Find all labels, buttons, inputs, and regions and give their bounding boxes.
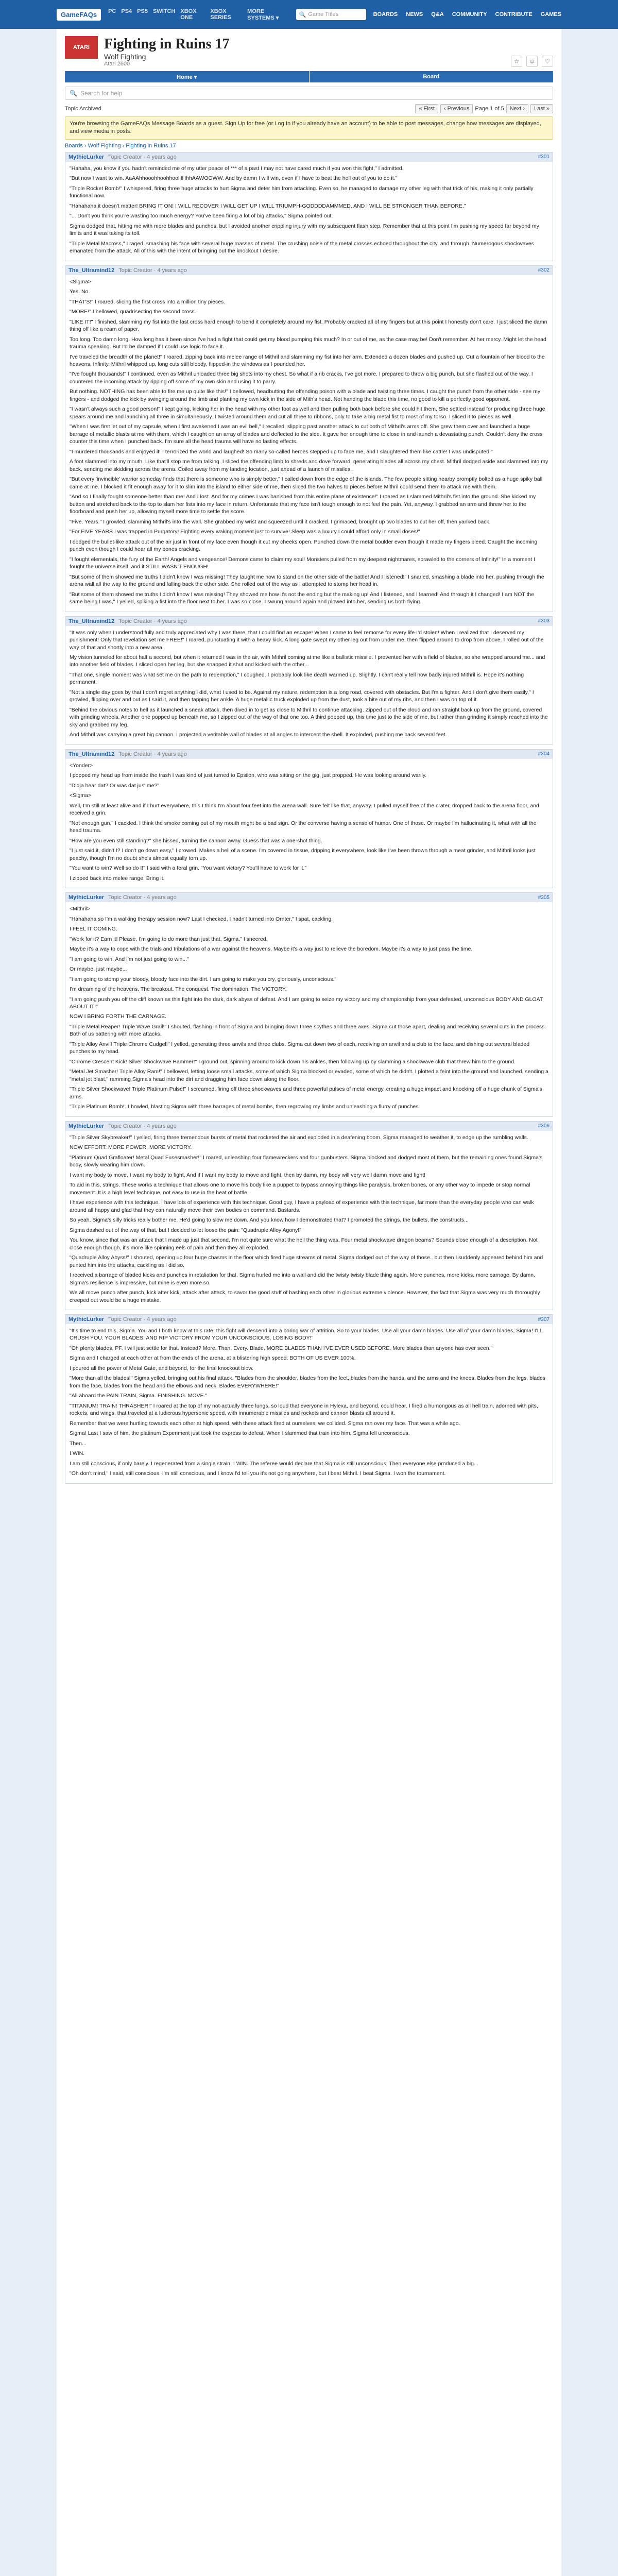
nav-link[interactable]: CONTRIBUTE [495,11,533,18]
nav-link[interactable]: GAMES [540,11,561,18]
post-paragraph: "All aboard the PAIN TRAIN, Sigma. FINISHING. MOVE." [70,1393,208,1399]
post-paragraph: "Triple Platinum Bomb!" I howled, blasting Sigma with three barrages of metal bombs, then regrowing my limbs and unleashing a flurry of punches. [70,1104,420,1110]
post-paragraph: Too long. Too damn long. How long has it been since I've had a fight that could get my blood pumping this much? In or out of me, as the case may be! Don't remember. At her mercy. Might let the head trauma speaking. But I'd be damned if I could use logic to face it. [70,336,546,350]
post-paragraph: "Metal Jet Smasher! Triple Alloy Ram!" I bellowed, letting loose small attacks, some of which Sigma blocked or evaded, some of which he didn't. I plotted a feint into the ground and launched, sending a "metal jet blast," ramming Sigma's head into the dirt and dragging him face down along the floor. [70,1069,548,1082]
post-author[interactable]: MythicLurker [68,154,105,160]
post-list [65,152,553,1484]
post-header [65,1122,553,1131]
post-number[interactable]: #307 [538,1316,550,1323]
post-paragraph: "Chrome Crescent Kick! Silver Shockwave Hammer!" I ground out, spinning around to kick down his ankles, then following up by slamming a shockwave club that threw him to the ground. [70,1058,516,1065]
post-meta: Topic Creator · 4 years ago [108,154,177,160]
post-paragraph: "Triple Metal Reaper! Triple Wave Grail!" I shouted, flashing in front of Sigma and bringing down three scythes and three axes. Sigma cut those apart, dealing and receiving several cuts in the process. Both of us battering with more attacks. [70,1023,546,1038]
post-paragraph: "I am going to win. And I'm not just going to win..." [70,956,189,962]
post-paragraph: <Mithril> [70,906,91,912]
post-paragraph: "Oh plenty blades, PF. I will just settle for that. Instead? More. Than. Every. Blade. MORE BLADES THAN I'VE EVER USED BEFORE. More blades than anyone has ever seen." [70,1345,493,1351]
platform-link[interactable]: PS4 [121,8,132,14]
post-paragraph: "MORE!" I bellowed, quadrisecting the second cross. [70,309,196,315]
post-paragraph: I poured all the power of Metal Gate, and beyond, for the final knockout blow. [70,1365,254,1371]
header-actions [511,56,553,67]
site-header [0,0,618,29]
post-paragraph: I popped my head up from inside the trash I was kind of just turned to Epsilon, who was sitting on the gig, just propped. He was looking around warily. [70,772,427,779]
post-paragraph: "Platinum Quad Grafloater! Metal Quad Fusesmasher!" I roared, unleashing four flamewreckers and four gunbusters. Sigma blocked and dodged most of them, but the remaining ones found Sigma's body, slowly wearing him down. [70,1154,543,1168]
post-paragraph: I zipped back into melee range. Bring it. [70,875,165,882]
post-paragraph: "It was only when I understood fully and truly appreciated why I was there, that I could find an escape! When I came to feel remorse for every life I'd stolen! When I realized that I deserved my punishment! Only that revelation set me FREE!" I roared, punctuating it with a heavy kick. A long gate swept my other leg out from under me, then flipped around to drop from above. I rolled out of the way of that and shortly into a new area. [70,629,544,651]
post-paragraph: Or maybe, just maybe... [70,966,127,973]
post-paragraph: Sigma dashed out of the way of that, but I decided to let loose the pain: "Quadruple Alloy Agony!" [70,1227,301,1233]
post-paragraph: "Work for it? Earn it! Please, I'm going to do more than just that, Sigma," I sneered. [70,936,268,942]
game-platform: Atari 2600 [104,61,130,67]
post-paragraph: "I've fought thousands!" I continued, even as Mithril unloaded three big shots into my chest. So what if a rib cracks, I've got more. I prepared to throw a big punch, but she flashed out of the way. I countered the incoming attack by ripping off some of my own skin and using it to parry. [70,371,533,385]
post-paragraph: "I wasn't always such a good person!" I kept going, kicking her in the head with my other foot as well and then pulling both back before she could hit them. She settled instead for producing three huge spears around me and launching all three in simultaneously. I twisted around them and cut all three to ribbons, only to take a big metal fist to most of my torso. I sliced it to pieces as well. [70,406,545,420]
board-search-input[interactable]: 🔍 Search for help [65,87,553,100]
post-paragraph: "Not enough gun," I cackled. I think the smoke coming out of my mouth might be a bad sign. Or the converse having a sense of humor. One of those. Or maybe I'm hallucinating it, what with all the head trauma. [70,820,537,834]
platform-link[interactable]: XBOX SERIES [210,8,231,21]
post-meta: Topic Creator · 4 years ago [118,751,187,757]
search-icon: 🔍 [299,11,306,18]
post-paragraph: "Behind the obvious notes to hell as it launched a sneak attack, then dived in to get as close to Mithril to continue attacking. Zipped out of the cloud and ran straight back up from the ground, covered with grinding wheels. Another one popped up beneath me, so I zipped out of the way of that one too. A third popped up, this time just to the side of me, but rather than grinding it simply reached into the sky and grabbed my leg. [70,706,548,728]
tab-home[interactable]: Home ▾ [65,71,309,82]
forum-post [65,152,553,261]
post-paragraph: "More than all the blades!" Sigma yelled, bringing out his final attack. "Blades from the shoulder, blades from the feet, blades from the hands, and the arms and the knees. Blades from the legs, blades from the face, blades from the head and the elbows and neck. Blades EVERYWHERE!" [70,1375,546,1389]
page-title: Fighting in Ruins 17 [104,36,230,52]
post-number[interactable]: #305 [538,894,550,901]
post-header [65,152,553,162]
post-author[interactable]: The_Ultramind12 [68,751,115,757]
post-number[interactable]: #304 [538,751,550,757]
post-paragraph: Yes. No. [70,289,90,295]
last-page-button[interactable]: Last » [530,104,553,113]
post-paragraph: "Hahahaha it doesn't matter! BRING IT ON! I WILL RECOVER I WILL GET UP I WILL TRIUMPH-GODDDDAMMMED. AND I WILL BE STRONGER THAN BEFORE." [70,202,466,209]
pagination-top [65,104,553,113]
post-paragraph: A foot slammed into my mouth. Like that'll stop me from talking. I sliced the offending limb to shreds and dove forward, generating blades all across my chest. Mithril dodged aside and slammed into my back, sending me skidding across the arena. Coiled away from my landing location, just ahead of a launch of missiles. [70,459,548,472]
post-paragraph: "That one, single moment was what set me on the path to redemption," I coughed. I probably look like death warmed up. Slightly. I can't really tell how badly injured Mithril is. Hope it's nothing permanent. [70,671,524,686]
post-meta: Topic Creator · 4 years ago [108,1123,177,1129]
post-paragraph: I want my body to move. I want my body to fight. And if I want my body to move and fight, then by damn, my body will very well damn move and fight! [70,1172,425,1178]
forum-post [65,1314,553,1484]
post-paragraph: "Triple Metal Macross," I raged, smashing his face with several huge masses of metal. The crushing noise of the metal crosses echoed throughout the city, and through. Numerogous shockwaves emanated from the attack. All of this with the intent of bringing out the knockout I desire. [70,240,534,255]
post-paragraph: Sigma! Last I saw of him, the platinum Experiment just took the express to defeat. When I slammed that train into him, Sigma fell unconscious. [70,1430,410,1437]
post-meta: Topic Creator · 4 years ago [108,894,177,901]
forum-post [65,616,553,745]
heart-icon[interactable]: ♡ [542,56,553,67]
post-paragraph: And Mithril was carrying a great big cannon. I projected a veritable wall of blades at all angles to intercept the shell. It exploded, pushing me back several feet. [70,732,447,738]
post-body [65,162,553,261]
post-body [65,759,553,888]
platform-link[interactable]: PS5 [137,8,148,14]
post-body [65,1324,553,1483]
post-paragraph: Sigma and I charged at each other at from the ends of the arena, at a blistering high speed. BOTH OF US EVER 100%. [70,1355,356,1362]
post-paragraph: "LIKE IT!" I finished, slamming my fist into the last cross hard enough to bend it completely around my fist. Probably cracked all of my fingers but at this point I honestly don't care. I just sliced the damn thing off like a ream of paper. [70,318,547,333]
post-paragraph: "... Don't you think you're wasting too much energy? You've been firing a lot of big attacks," Sigma pointed out. [70,213,333,219]
post-body [65,902,553,1116]
post-paragraph: "Triple Alloy Anvil! Triple Chrome Cudgel!" I yelled, generating three anvils and three clubs. Sigma cut down two of each, receiving an anvil and a club to the face, and dishing out several bladed punches to my head. [70,1041,530,1055]
tab-board[interactable]: Board [309,71,554,82]
post-paragraph: "Oh don't mind," I said, still conscious. I'm still conscious, and I know I'd tell you it's not going anywhere, but I beat Mithril. I beat Sigma. I won the tournament. [70,1470,446,1477]
board-tabs [65,71,553,82]
post-paragraph: "Five. Years." I growled, slamming Mithril's into the wall. She grabbed my wrist and squeezed until it cracked. I grimaced, brought up two blades to cut her off, then yanked back. [70,518,491,525]
post-paragraph: To aid in this, strings. These works a technique that allows one to move his body like a puppet to bypass annoying things like paralysis, broken bones, or any other way to impede or stop normal movement. It is a high level technique, not easy to use in the heat of battle. [70,1182,530,1196]
bookmark-icon[interactable]: ☆ [511,56,522,67]
topic-status: Topic Archived [65,106,101,112]
post-paragraph: "Triple Rocket Bomb!" I whispered, firing three huge attacks to hurt Sigma and deter him from attacking. Even so, he managed to damage my other leg with that trick of his, making it only partially functional now. [70,185,534,199]
site-search-input[interactable]: 🔍 Game Titles [296,9,366,20]
post-paragraph: But nothing. NOTHING has been able to fire me up quite like this!" I bellowed, headbutting the offending poison with a blade and twisting three times. I caught the punch from the other side - see my fingers - and dodged the kick by swinging around the limb and planting my own kick in the side of Mith's head. Not handing the blade this time, no good to kill a perfectly good opponent. [70,388,541,402]
post-paragraph: "But every 'invincible' warrior someday finds that there is someone who is simply better," I called down from the edge of the islands. The few people sitting nearby promptly bolted as a huge spiky ball came at me. I blocked it fit enough away for it to slim into the island to either side of me, then sliced the two halves to pieces before Mithril could send them to attack me with them. [70,476,543,490]
post-paragraph: Sigma dodged that, hitting me with more blades and punches, but I avoided another crippling injury with my subsequent flash step. Remember that at this point I'm pushing my speed far beyond my limits and it was taking its toll. [70,223,539,237]
game-header [65,33,553,71]
post-author[interactable]: The_Ultramind12 [68,267,115,274]
post-paragraph: NOW EFFORT. MORE POWER. MORE VICTORY. [70,1144,192,1151]
post-paragraph: Maybe it's a way to cope with the trials and tribulations of a war against the heavens. Maybe it's a way just to relieve the boredom. Maybe it's a way to just pass the time. [70,946,473,953]
post-header [65,893,553,902]
forum-post [65,265,553,612]
post-header [65,617,553,626]
post-header [65,750,553,759]
main-nav [373,11,561,18]
post-author[interactable]: The_Ultramind12 [68,618,115,624]
platform-link[interactable]: SWITCH [152,8,176,14]
post-paragraph: <Yonder> [70,762,93,769]
post-paragraph: "But now I want to win. AaAAhhooohhoohhooHHhhAAWOOWW. And by damn I will win, even if I have to beat the hell out of you to do it." [70,175,398,182]
post-paragraph: I received a barrage of bladed kicks and punches in retaliation for that. Sigma hurled me into a wall and did the twisty twisty blade thing again. More punches, more kicks, more carnage. By damn, Sigma's resilience is impressive, but mine is even more so. [70,1272,536,1286]
post-paragraph: "And so I finally fought someone better than me! And I lost. And for my crimes I was banished from this entire plane of existence!" I roared as I slammed Mithril's fist into the ground. She kicked my button and stretched back to the top to slam her fists into my face in return. Unfortunate that my face isn't tough enough to not feel the pain. Yet, anyway. I grabbed an arm and threw her to the floorboard and push her up, allowing myself more time to settle the score. [70,494,536,515]
post-paragraph: "When I was first let out of my capsule, when I first awakened I was an evil bell," I recalled, slipping past another attack to cut both of Mithril's arms off. She grew them over and launched a huge barrage of metallic blasts at me with them, which I caught on an array of blades and deflected to the side. It gave her enough time to close in and launch a devastating punch. Couldn't deny the cross counter this time when I punched back. I'm sure all the head trauma will have no lasting effects. [70,423,543,445]
forum-post [65,892,553,1117]
post-paragraph: We all move punch after punch, kick after kick, attack after attack, to savor the good stuff of bashing each other in glorious extreme violence. However, the fact that Sigma was very much thoroughly creeped out would be a huge mistake. [70,1290,540,1303]
post-paragraph: "THAT'S!" I roared, slicing the first cross into a million tiny pieces. [70,298,226,305]
post-paragraph: "I fought elementals, the fury of the Earth! Angels and vengeance! Demons came to claim my soul! Monsters pulled from my deepest nightmares, sprawled to the corners of Infinity!" In a moment I fought the universe itself, and it STILL WASN'T ENOUGH! [70,556,535,570]
post-meta: Topic Creator · 4 years ago [118,618,187,624]
post-paragraph: "But some of them showed me truths I didn't know I was missing! They showed me how it's not the ending but the making up! And I listened, and I learned! And through it I changed! I am NOT the same being I was," I yelled, spiking a fist into the floor next to her. I was so close. I swung around again and plowed into her, sending us both flying. [70,591,535,605]
nav-link[interactable]: Q&A [431,11,444,18]
forum-post [65,1121,553,1310]
post-paragraph: "Not a single day goes by that I don't regret anything I did, what I used to be. Against my nature, redemption is a long road, covered with obstacles. But I'm a fighter. And I don't give them easily," I growled, flipping over and out as I said it, and then tapping her ankle. A huge metallic truck exploded up from the dust, took a bite out of my ribs, and then I was on top of it. [70,689,534,703]
search-icon: 🔍 [70,90,77,97]
post-paragraph: "TITANIUM! TRAIN! THRASHER!" I roared at the top of my not-actually three lungs, so loud that everyone in Hylexa, and beyond, could hear. I fired a humongous as all hell train, adorned with pits, rockets, and wings, that traveled at a ludicrous hypersonic speed, with innumerable missiles and rockets and cannon blasts all around it. [70,1402,538,1417]
post-paragraph: "I murdered thousands and enjoyed it! I terrorized the world and laughed! So many so-called heroes stepped up to face me, and I slaughtered them like cattle! I was undisputed!" [70,448,493,455]
post-header [65,266,553,275]
next-page-button[interactable]: Next › [506,104,528,113]
page-content [57,29,561,2576]
platform-link[interactable]: PC [108,8,116,14]
user-icon[interactable]: ☺ [526,56,538,67]
post-paragraph: "Triple Silver Skybreaker!" I yelled, firing three tremendous bursts of metal that rocketed the air and exploded in a deafening boom. Sigma managed to weather it, to edge up the rumbling walls. [70,1134,528,1141]
post-number[interactable]: #301 [538,154,550,160]
post-paragraph: I've traveled the breadth of the planet!" I roared, zipping back into melee range of Mithril and slamming my fist into her arm. Extended a dozen blades and pushed up. Cut a fountain of her blood to the heavens. Infinity. Mithril whipped up, long cuts still bloody, flipped-in the windows as I pounded her. [70,353,545,367]
nav-link[interactable]: COMMUNITY [452,11,487,18]
post-paragraph: Remember that we were hurtling towards each other at high speed, with these attack fired at ourselves, we collided. Sigma ran over my face. That was a while ago. [70,1420,460,1427]
forum-post [65,749,553,888]
post-paragraph: I WIN. [70,1450,85,1457]
post-paragraph: You know, since that was an attack that I made up just that second, I'm not quite sure what the hell the thing was. Four metal shockwave dragon beams? Sounds close enough of a description. Not close enough though, it's more like spinning eels of pain and then they all exploded. [70,1237,538,1251]
post-number[interactable]: #306 [538,1123,550,1129]
post-paragraph: "How are you even still standing?" she hissed, turning the cannon away. Guess that was a one-shot thing. [70,837,322,844]
nav-link[interactable]: BOARDS [373,11,398,18]
site-logo[interactable]: GameFAQs [57,9,101,21]
platform-link[interactable]: MORE SYSTEMS ▾ [247,8,279,21]
post-paragraph: I am still conscious, if only barely. I regenerated from a single strain. I WIN. The referee would declare that Sigma is still unconscious. Then everyone else produced a big... [70,1460,478,1467]
post-paragraph: "Quadruple Alloy Abyss!" I shouted, opening up four huge chasms in the floor which fired huge streams of metal. Sigma dodged out of the way of those.. but then I suddenly appeared behind him and punted him into the attacks, cackling as I did so. [70,1255,543,1268]
post-number[interactable]: #303 [538,618,550,624]
post-paragraph: "For FIVE YEARS I was trapped in Purgatory! Fighting every waking moment just to survive! Sleep was a luxury I could afford only in small doses!" [70,529,420,535]
guest-notice: You're browsing the GameFAQs Message Boards as a guest. Sign Up for free (or Log In if you already have an account) to be able to post messages, change how messages are displayed, and view media in posts. [65,116,553,140]
post-meta: Topic Creator · 4 years ago [108,1316,177,1323]
post-paragraph: I FEEL IT COMING. [70,926,117,933]
post-author[interactable]: MythicLurker [68,1123,105,1129]
post-paragraph: "It's time to end this, Sigma. You and I both know at this rate, this fight will descend into a boring war of attrition. So to your blades. Use all your damn blades. Use all of your damn blades, Sigma! I'LL CRUSH YOU. YOUR BLADES. AND RIP VICTORY FROM YOUR UNCONSCIOUS, LOSING BODY!" [70,1328,543,1342]
post-paragraph: So yeah, Sigma's silly tricks really bother me. He'd going to slow me down. And you know how I demonstrated that? I promoted the strings, the bullets, the constructs... [70,1217,469,1224]
post-paragraph: <Sigma> [70,278,92,285]
post-paragraph: Then... [70,1440,87,1447]
post-paragraph: My vision tunneled for about half a second, but when it returned I was in the air, with Mithril coming at me like a ballistic missile. I prevented her with a field of blades, so she wrapped around me... and into another field of blades. I sliced open her leg, but she snapped it shut and kicked with the other... [70,654,545,668]
post-paragraph: I'm dreaming of the heavens. The breakout. The conquest. The domination. The VICTORY. [70,986,287,993]
post-paragraph: "I am going push you off the cliff known as this fight into the dark, dark abyss of defeat. And I am going to seize my victory and my championship from your defeated, unconscious BODY AND GLOAT ABOUT IT!" [70,996,543,1010]
post-author[interactable]: MythicLurker [68,894,105,901]
post-paragraph: "You want to win? Well so do I!" I said with a feral grin. "You want victory? You'll have to work for it." [70,865,307,872]
post-header [65,1315,553,1324]
post-paragraph: "Hahaha, you know if you hadn't reminded me of my utter peace of *** of a past I may not have cared much if you won this fight," I admitted. [70,165,404,172]
post-paragraph: Well, I'm still at least alive and if I hurt everywhere, this I think I'm about four feet into the arena wall. Sure felt like that, anyway. I pulled myself free of the crater, dropped back to the arena floor, and received a grin. [70,802,539,817]
post-paragraph: "But some of them showed me truths I didn't know I was missing! They taught me how to stand on the other side of the battle! And I listened!" I snarled, smashing a blade into her, pushing through the arena wall all the way to the ground and falling back the other side. She rolled out of the way as I attempted to stomp her head in. [70,573,544,588]
breadcrumb[interactable]: Boards › Wolf Fighting › Fighting in Ruins 17 [65,142,176,149]
post-paragraph: "I am going to stomp your bloody, bloody face into the dirt. I am going to make you cry, gloriously, unconscious." [70,976,337,982]
post-paragraph: "I just said it, didn't I? I don't go down easy," I crowed. Makes a hell of a scene. I'm covered in tissue, dripping it everywhere, look like I've been thrown through a meat grinder, and Mithril looks just peachy, though I'm no doubt she's almost equally torn up. [70,848,536,861]
platform-nav [108,8,289,21]
page-indicator: Page 1 of 5 [475,106,504,112]
post-number[interactable]: #302 [538,267,550,274]
platform-link[interactable]: XBOX ONE [180,8,197,21]
post-paragraph: <Sigma> [70,792,92,799]
post-paragraph: "Triple Silver Shockwave! Triple Platinum Pulse!" I screamed, firing off three shockwaves and three powerful pulses of metal energy, creating a huge impact and knocking off a huge chunk of Sigma's arms. [70,1086,542,1100]
post-author[interactable]: MythicLurker [68,1316,105,1323]
first-page-button[interactable]: « First [415,104,438,113]
post-paragraph: "Didja hear dat? Or was dat jus' me?" [70,782,160,789]
post-paragraph: I dodged the bullet-like attack out of the air just in front of my face even though it cut my cheeks open. Punched down the metal boulder even though it made my fingers bleed. Caught the incoming punch even though I could hear all my bones cracking. [70,538,538,553]
game-subtitle: Wolf Fighting [104,53,146,61]
post-body [65,626,553,744]
post-meta: Topic Creator · 4 years ago [118,267,187,274]
post-body [65,275,553,612]
post-paragraph: NOW I BRING FORTH THE CARNAGE. [70,1013,167,1020]
previous-page-button[interactable]: ‹ Previous [440,104,473,113]
nav-link[interactable]: NEWS [406,11,423,18]
post-paragraph: I have experience with this technique. I have lots of experience with this technique. Good guy, I have a payload of experience with this technique, far more than the everyday people who can walk around all happy and glad that they can naturally move their own bodies on command. Bastards. [70,1199,534,1213]
publisher-logo: ATARI [65,36,98,59]
post-paragraph: "Hahahaha so I'm a walking therapy session now? Last I checked, I hadn't turned into Ornter," I spat, cackling. [70,916,333,922]
post-body [65,1131,553,1310]
